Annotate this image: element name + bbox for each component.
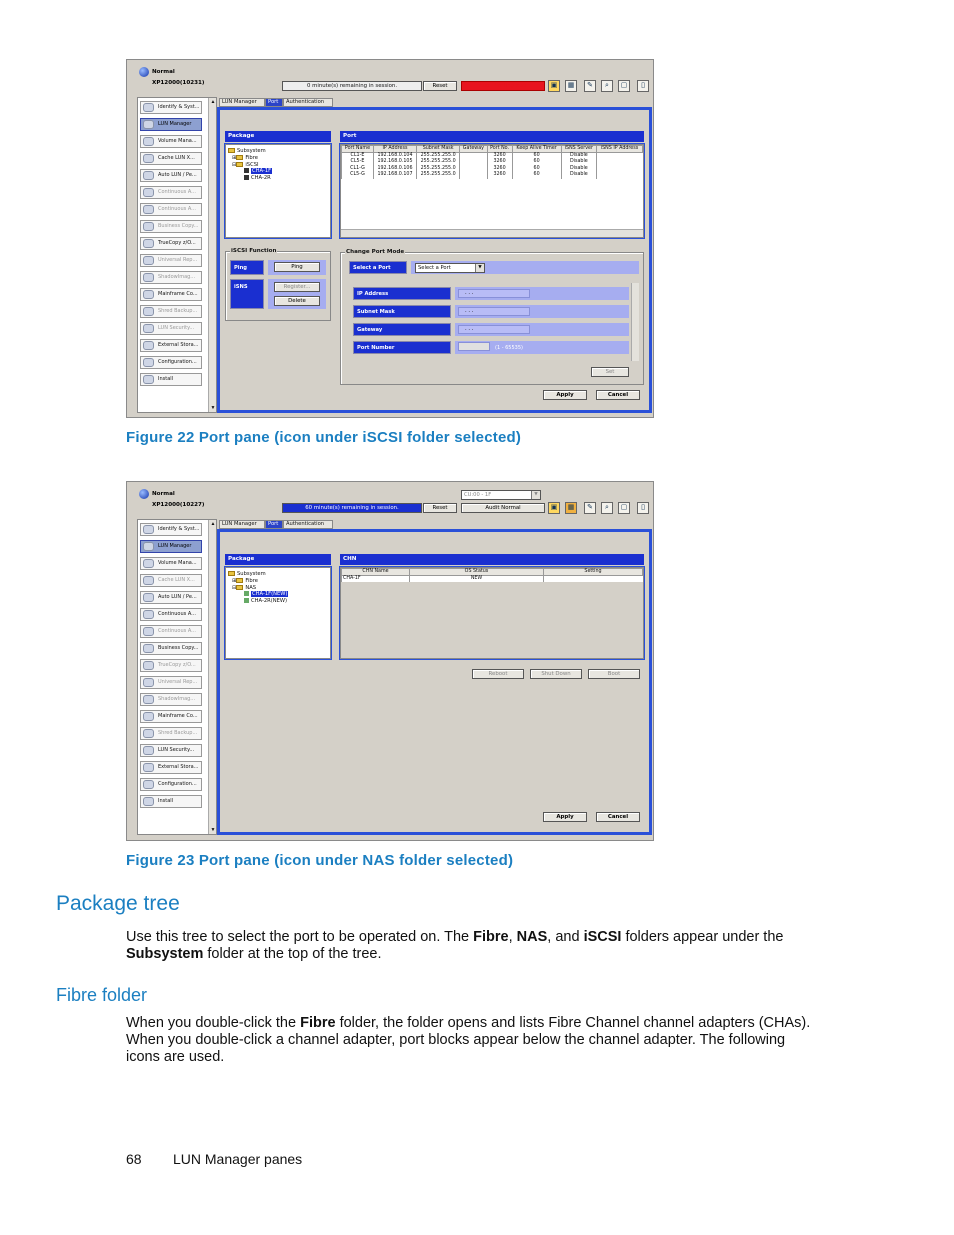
figure-22-screenshot [126,59,654,418]
figure-22-caption: Figure 22 Port pane (icon under iSCSI folder selected) [126,429,522,446]
change-port-mode-group [340,249,644,385]
tree-node-iscsi[interactable]: ⊟ iSCSI [232,161,259,168]
tree-node-subsystem[interactable]: Subsystem [228,148,272,155]
tree-node-cha-2r-new[interactable]: CHA-2R(NEW) [228,598,288,605]
sidebar-item[interactable]: Cache LUN X... [140,152,202,165]
ip-address-input[interactable]: . . . [458,289,530,298]
program-icon [143,137,154,146]
sidebar-item[interactable]: Configuration... [140,778,202,791]
sidebar-item[interactable]: Shred Backup... [140,305,202,318]
scroll-down-icon[interactable]: ▼ [210,405,216,411]
sidebar-item[interactable]: Install [140,795,202,808]
program-icon [143,678,154,687]
gateway-label: Gateway [353,323,451,336]
status-icon [139,67,149,77]
scroll-up-icon[interactable]: ▲ [210,521,216,527]
tab-port[interactable]: Port [265,98,283,107]
audit-mode-button[interactable]: Audit Normal [461,503,545,513]
program-icon [143,290,154,299]
folder-icon [236,578,243,583]
sidebar-item[interactable]: Install [140,373,202,386]
folder-icon [236,162,243,167]
tab-authentication[interactable]: Authentication [283,520,333,529]
program-icon [143,712,154,721]
iscsi-function-group [225,248,331,321]
program-icon [143,627,154,636]
session-bar: 0 minute(s) remaining in session. [282,81,422,91]
sidebar-item[interactable]: Continuous A... [140,203,202,216]
toolbar-grid-icon[interactable]: ▦ [565,80,577,92]
program-icon [143,239,154,248]
apply-button[interactable]: Apply [543,812,587,822]
cu-select-dropdown[interactable]: CU:00 - 1F ▼ [461,490,541,500]
heading-fibre-folder: Fibre folder [56,985,148,1005]
select-port-dropdown[interactable]: Select a Port ▼ [415,263,485,273]
tree-node-nas[interactable]: ⊟ NAS [232,584,257,591]
sidebar-item[interactable]: Continuous A... [140,186,202,199]
port-table-hscrollbar[interactable] [341,229,643,237]
program-icon [143,222,154,231]
reboot-button[interactable]: Reboot [472,669,524,679]
program-icon [143,324,154,333]
program-icon [143,256,154,265]
sidebar-scrollbar[interactable] [208,98,216,412]
program-icon [143,593,154,602]
program-icon [143,729,154,738]
subsystem-icon [228,148,235,153]
figure-23-caption: Figure 23 Port pane (icon under NAS folder selected) [126,852,514,869]
toolbar-search-icon[interactable]: ⌕ [601,502,613,514]
sidebar-item[interactable]: TrueCopy z/O... [140,237,202,250]
set-button[interactable]: Set [591,367,629,377]
toolbar-exit-icon[interactable]: ▯ [637,502,649,514]
adapter-icon [244,168,249,173]
sidebar-item[interactable]: Configuration... [140,356,202,369]
port-number-input[interactable] [458,342,490,351]
delete-button[interactable]: Delete [274,296,320,306]
sidebar-item[interactable]: External Stora... [140,339,202,352]
port-number-label: Port Number [353,341,451,354]
table-row[interactable]: CL1-G 192.168.0.106 255.255.255.0 3260 60 Disable [342,166,643,173]
program-icon [143,341,154,350]
sidebar-item[interactable]: Auto LUN / Pe... [140,169,202,182]
sidebar-item[interactable]: Volume Mana... [140,557,202,570]
tree-node-cha-1f[interactable]: CHA-1F [228,168,272,175]
toolbar-lock-icon[interactable]: ▣ [548,502,560,514]
toolbar-search-icon[interactable]: ⌕ [601,80,613,92]
table-row[interactable]: CL5-E 192.168.0.105 255.255.255.0 3260 60 Disable [342,159,643,166]
sidebar-item[interactable]: LUN Security... [140,322,202,335]
toolbar-edit-icon[interactable]: ✎ [584,502,596,514]
package-tree [225,144,331,238]
sidebar-item-lun-manager[interactable]: LUN Manager [140,540,202,553]
adapter-icon [244,175,249,180]
chn-table-box [340,567,644,659]
table-row[interactable]: CL5-G 192.168.0.107 255.255.255.0 3260 60 Disable [342,172,643,179]
chn-table [341,568,643,582]
table-row[interactable]: CL1-E 192.168.0.104 255.255.255.0 3260 60 Disable [342,153,643,160]
figure-23-screenshot [126,481,654,841]
program-icon [143,171,154,180]
program-icon [143,358,154,367]
program-icon [143,154,154,163]
program-icon [143,188,154,197]
program-icon [143,576,154,585]
subsystem-icon [228,571,235,576]
tree-node-cha-2r[interactable]: CHA-2R [228,175,272,182]
package-header: Package [225,554,331,565]
reset-button[interactable]: Reset [423,81,457,91]
program-icon [143,559,154,568]
tab-lun-manager[interactable]: LUN Manager [219,520,265,529]
program-icon [143,542,154,551]
sidebar-item[interactable]: Mainframe Co... [140,288,202,301]
sidebar-item[interactable]: LUN Security... [140,744,202,757]
sidebar-item[interactable]: Universal Rep... [140,254,202,267]
package-tree [225,567,331,659]
sidebar-item[interactable]: ShadowImag... [140,271,202,284]
program-icon [143,273,154,282]
audit-mode-indicator: Audit Writing x.xx [461,81,545,91]
fibre-folder-paragraph: When you double-click the Fibre folder, the folder opens and lists Fibre Channel channel adapters (CHAs). When you double-click a channel adapter, port blocks appear below the channel adapter. The following icons are used. [126,1015,811,1065]
program-icon [143,205,154,214]
program-icon [143,644,154,653]
program-icon [143,797,154,806]
program-icon [143,525,154,534]
reset-button[interactable]: Reset [423,503,457,513]
tab-lun-manager[interactable]: LUN Manager [219,98,265,107]
iscsi-function-title: iSCSI Function [231,248,277,254]
toolbar-exit-icon[interactable]: ▯ [637,80,649,92]
sidebar-item[interactable]: Continuous A... [140,625,202,638]
toolbar-grid-icon[interactable]: ▦ [565,502,577,514]
cancel-button[interactable]: Cancel [596,390,640,400]
boot-button[interactable]: Boot [588,669,640,679]
toolbar-edit-icon[interactable]: ✎ [584,80,596,92]
package-tree-paragraph: Use this tree to select the port to be operated on. The Fibre, NAS, and iSCSI folders appear under the Subsystem folder at the top of the tree. [126,929,784,962]
ip-address-label: IP Address [353,287,451,300]
port-pane [217,107,652,413]
tab-authentication[interactable]: Authentication [283,98,333,107]
gateway-input[interactable]: . . . [458,325,530,334]
program-icon [143,661,154,670]
sidebar [137,97,217,413]
sidebar-item[interactable]: Universal Rep... [140,676,202,689]
sidebar-item[interactable]: Cache LUN X... [140,574,202,587]
toolbar-lock-icon[interactable]: ▣ [548,80,560,92]
program-icon [143,780,154,789]
table-row[interactable]: CHA-1F NEW [342,576,643,583]
register-button[interactable]: Register... [274,282,320,292]
scroll-up-icon[interactable]: ▲ [210,99,216,105]
sidebar-item[interactable]: Auto LUN / Pe... [140,591,202,604]
subnet-mask-label: Subnet Mask [353,305,451,318]
status-icon [139,489,149,499]
tree-node-cha-1f-new[interactable]: CHA-1F(NEW) [228,591,288,598]
cancel-button[interactable]: Cancel [596,812,640,822]
port-table-header: Port Name IP Address Subnet Mask Gateway Port No. Keep Alive Timer iSNS Server iSNS IP Address [342,146,643,153]
port-header: Port [340,131,644,142]
shutdown-button[interactable]: Shut Down [530,669,582,679]
port-mode-scrollbar[interactable] [631,283,639,361]
tree-node-fibre[interactable]: ⊞ Fibre [232,577,258,584]
subnet-mask-input[interactable]: . . . [458,307,530,316]
sidebar-item[interactable]: External Stora... [140,761,202,774]
chn-header: CHN [340,554,644,565]
sidebar-item[interactable]: Continuous A... [140,608,202,621]
nas-adapter-icon [244,591,249,596]
folder-icon [236,585,243,590]
footer-section: LUN Manager panes [173,1151,303,1167]
port-pane [217,529,652,835]
chevron-down-icon: ▼ [531,491,540,499]
port-table-box [340,144,644,238]
sidebar-item[interactable]: Identify & Syst... [140,523,202,536]
heading-package-tree: Package tree [56,892,180,915]
ping-label: Ping [230,260,264,275]
program-icon [143,763,154,772]
nas-adapter-icon [244,598,249,603]
port-table [341,145,643,179]
toolbar-window-icon[interactable]: ▢ [618,502,630,514]
sidebar-item[interactable]: Volume Mana... [140,135,202,148]
chn-table-header: CHN Name OS Status Setting [342,569,643,576]
tree-node-fibre[interactable]: ⊞ Fibre [232,154,258,161]
sidebar-item[interactable]: Business Copy... [140,220,202,233]
status-text: Normal [152,69,175,75]
sidebar-item[interactable]: TrueCopy z/O... [140,659,202,672]
sidebar-item-lun-manager[interactable]: LUN Manager [140,118,202,131]
apply-button[interactable]: Apply [543,390,587,400]
sidebar [137,519,217,835]
sidebar-item[interactable]: Identify & Syst... [140,101,202,114]
sidebar-item[interactable]: Shred Backup... [140,727,202,740]
system-name: XP12000(10227) [152,502,205,508]
chevron-down-icon: ▼ [475,264,484,272]
program-icon [143,103,154,112]
scroll-down-icon[interactable]: ▼ [210,827,216,833]
program-icon [143,120,154,129]
sidebar-item[interactable]: Mainframe Co... [140,710,202,723]
isns-label: iSNS [230,279,264,309]
sidebar-scrollbar[interactable] [208,520,216,834]
page-number: 68 [126,1151,142,1167]
folder-icon [236,155,243,160]
sidebar-item[interactable]: Business Copy... [140,642,202,655]
sidebar-item[interactable]: ShadowImag... [140,693,202,706]
session-bar: 60 minute(s) remaining in session. [282,503,422,513]
tree-node-subsystem[interactable]: Subsystem [228,571,288,578]
status-text: Normal [152,491,175,497]
package-header: Package [225,131,331,142]
ping-button[interactable]: Ping [274,262,320,272]
system-name: XP12000(10231) [152,80,205,86]
program-icon [143,746,154,755]
program-icon [143,307,154,316]
program-icon [143,610,154,619]
select-port-label: Select a Port [349,261,407,274]
tab-port[interactable]: Port [265,520,283,529]
program-icon [143,695,154,704]
port-range-hint: (1 - 65535) [495,345,523,351]
toolbar-window-icon[interactable]: ▢ [618,80,630,92]
program-icon [143,375,154,384]
change-port-mode-title: Change Port Mode [346,249,405,255]
